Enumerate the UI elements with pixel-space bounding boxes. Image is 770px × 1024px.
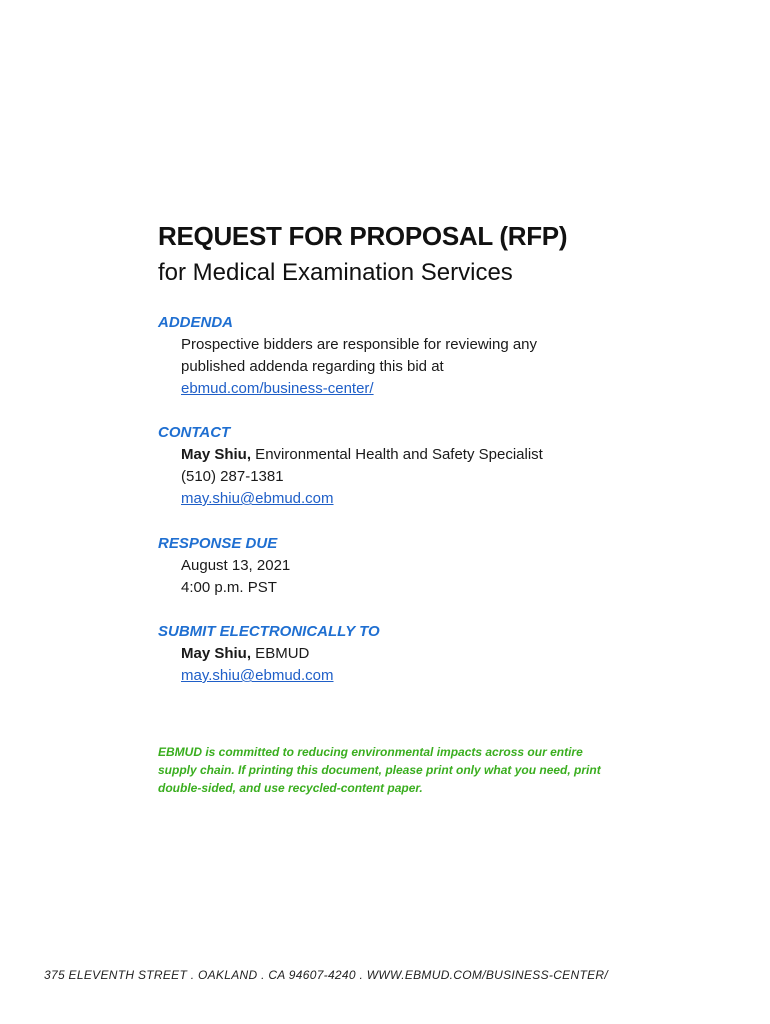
- submit-body: [158, 643, 380, 687]
- contact-phone: (510) 287-1381: [181, 468, 284, 485]
- page-subtitle: for Medical Examination Services: [158, 259, 513, 286]
- submit-section: [158, 621, 380, 687]
- addenda-text-line-2: published addenda regarding this bid at: [181, 358, 444, 375]
- addenda-body: [158, 334, 537, 400]
- submit-org: EBMUD: [251, 645, 310, 662]
- contact-body: [158, 444, 543, 510]
- footer-address: 375 ELEVENTH STREET . OAKLAND . CA 94607-4240 . WWW.EBMUD.COM/BUSINESS-CENTER/: [44, 968, 608, 982]
- submit-email-link[interactable]: may.shiu@ebmud.com: [181, 667, 334, 684]
- notice-line-2: supply chain. If printing this document, please print only what you need, print: [158, 763, 601, 777]
- notice-line-1: EBMUD is committed to reducing environmental impacts across our entire: [158, 745, 583, 759]
- submit-name: May Shiu,: [181, 645, 252, 662]
- submit-name-line: [181, 643, 380, 665]
- contact-section: [158, 422, 543, 510]
- response-due-body: [158, 555, 290, 599]
- notice-line-3: double-sided, and use recycled-content paper.: [158, 781, 423, 795]
- contact-heading: CONTACT: [158, 424, 231, 441]
- contact-role: Environmental Health and Safety Specialist: [251, 446, 543, 463]
- environmental-notice: [158, 743, 628, 797]
- response-due-date: August 13, 2021: [181, 557, 291, 574]
- submit-heading: SUBMIT ELECTRONICALLY TO: [158, 623, 380, 640]
- response-due-section: [158, 533, 290, 599]
- page-title: REQUEST FOR PROPOSAL (RFP): [158, 221, 568, 251]
- response-due-heading: RESPONSE DUE: [158, 535, 278, 552]
- addenda-heading: ADDENDA: [158, 314, 233, 331]
- addenda-text-line-1: Prospective bidders are responsible for reviewing any: [181, 336, 538, 353]
- contact-name-line: [181, 444, 543, 466]
- contact-name: May Shiu,: [181, 446, 252, 463]
- contact-email-link[interactable]: may.shiu@ebmud.com: [181, 490, 334, 507]
- business-center-link[interactable]: ebmud.com/business-center/: [181, 380, 374, 397]
- addenda-section: [158, 312, 537, 400]
- response-due-time: 4:00 p.m. PST: [181, 579, 277, 596]
